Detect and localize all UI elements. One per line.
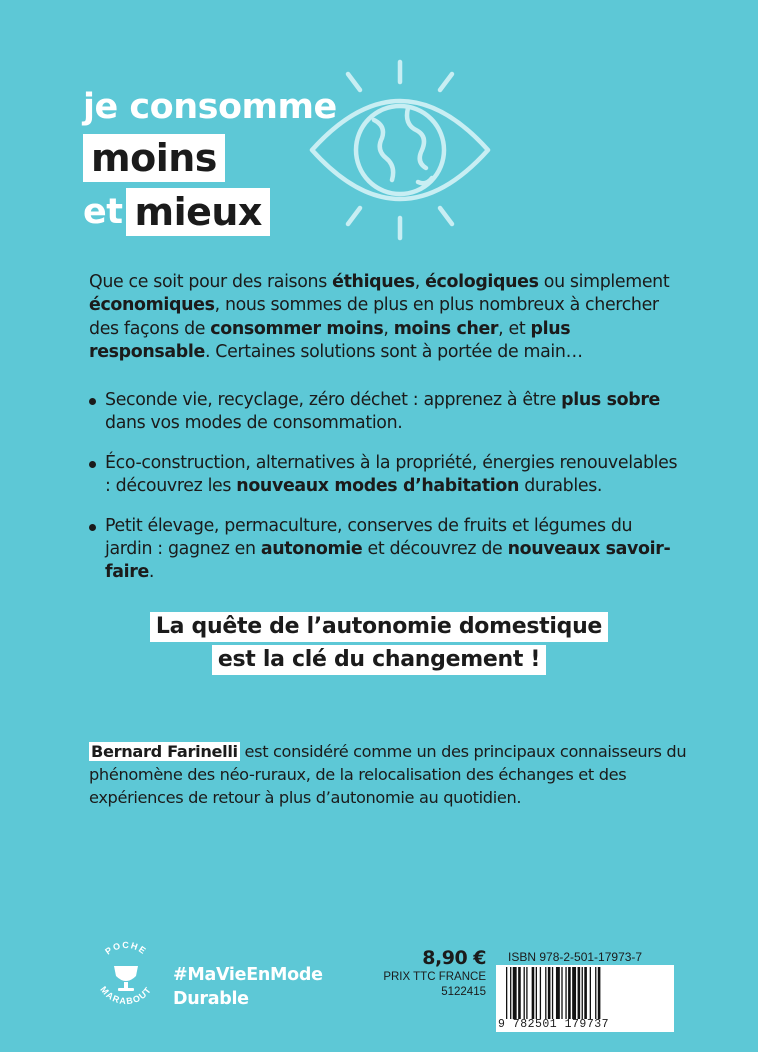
cover-title bbox=[83, 86, 337, 236]
svg-text:POCHE bbox=[103, 940, 149, 957]
barcode-bar bbox=[526, 967, 527, 1019]
intro-paragraph bbox=[89, 271, 683, 365]
barcode-bar bbox=[513, 967, 517, 1019]
author-name: Bernard Farinelli bbox=[91, 742, 238, 761]
barcode-digits: 9 782501 179737 bbox=[498, 1018, 610, 1031]
bullet-text: . bbox=[148, 562, 155, 583]
intro-bold: éthiques bbox=[332, 272, 415, 292]
barcode-bar bbox=[568, 967, 571, 1019]
bullet-bold: nouveaux modes d’habitation bbox=[236, 476, 520, 497]
title-line-1: je consomme bbox=[83, 87, 337, 127]
intro-bold: écologiques bbox=[425, 272, 539, 292]
bullet-text: Éco-construction, alternatives à la propriété, énergies renouvelables : découvrez les bbox=[105, 452, 678, 497]
title-line-2: moins bbox=[83, 134, 225, 182]
barcode-bar bbox=[518, 967, 521, 1019]
barcode-bar bbox=[548, 967, 551, 1019]
author-text: est considéré comme un des principaux connaisseurs du phénomène des néo-ruraux, de la relocalisation des échanges et des expériences de retour à plus d’autonomie au quotidien. bbox=[89, 742, 687, 807]
barcode-bar bbox=[506, 967, 507, 1019]
price-value: 8,90 € bbox=[422, 947, 486, 969]
barcode-bar bbox=[556, 967, 560, 1019]
barcode-bar bbox=[590, 967, 591, 1019]
bullet-text: dans vos modes de consommation. bbox=[105, 413, 403, 434]
intro-text: , bbox=[383, 318, 394, 339]
barcode bbox=[496, 965, 674, 1032]
quote-line-1: La quête de l’autonomie domestique bbox=[150, 612, 608, 642]
title-line-3b: mieux bbox=[126, 188, 269, 236]
list-item bbox=[89, 515, 683, 585]
barcode-bar bbox=[584, 967, 587, 1019]
intro-bold: consommer moins bbox=[210, 318, 384, 339]
intro-text: , bbox=[414, 272, 426, 292]
barcode-bar bbox=[561, 967, 562, 1019]
intro-bold: moins cher bbox=[393, 318, 499, 339]
intro-bold: économiques bbox=[89, 295, 215, 316]
price-label: PRIX TTC FRANCE bbox=[383, 971, 486, 983]
bullet-list bbox=[89, 389, 683, 601]
price-block bbox=[366, 946, 486, 1000]
bullet-text: et découvrez de bbox=[362, 539, 508, 560]
intro-bold: plus responsable bbox=[89, 318, 571, 363]
bullet-bold: autonomie bbox=[260, 539, 363, 560]
intro-text: . Certaines solutions sont à portée de main… bbox=[204, 342, 583, 363]
barcode-bar bbox=[510, 967, 511, 1019]
intro-text: ou simplement bbox=[538, 272, 670, 292]
list-item bbox=[89, 389, 683, 436]
barcode-bar bbox=[524, 967, 525, 1019]
author-bio bbox=[89, 740, 689, 809]
quote-line-2: est la clé du changement ! bbox=[212, 645, 546, 675]
bullet-bold: plus sobre bbox=[561, 390, 660, 410]
barcode-bar bbox=[578, 967, 581, 1019]
hashtag-line-2: Durable bbox=[173, 989, 249, 1009]
barcode-bar bbox=[572, 967, 576, 1019]
isbn-text: ISBN 978-2-501-17973-7 bbox=[508, 950, 643, 964]
barcode-bar bbox=[552, 967, 553, 1019]
intro-text: Que ce soit pour des raisons bbox=[89, 272, 333, 292]
hashtag-line-1: #MaVieEnMode bbox=[173, 965, 323, 985]
barcode-bar bbox=[536, 967, 537, 1019]
bullet-text: durables. bbox=[519, 476, 603, 497]
bullet-bold: nouveaux savoir-faire bbox=[105, 539, 671, 583]
barcode-bar bbox=[565, 967, 566, 1019]
barcode-bar bbox=[598, 967, 601, 1019]
list-item bbox=[89, 452, 683, 499]
barcode-icon bbox=[506, 967, 666, 1019]
logo-bottom-text: MARABOUT bbox=[98, 984, 154, 1007]
barcode-bar bbox=[545, 967, 546, 1019]
hashtag bbox=[173, 963, 323, 1011]
eye-globe-icon bbox=[300, 58, 500, 248]
barcode-bar bbox=[540, 967, 541, 1019]
intro-text: , et bbox=[498, 318, 531, 339]
barcode-bar bbox=[595, 967, 596, 1019]
bullet-text: Petit élevage, permaculture, conserves de fruits et légumes du jardin : gagnez en bbox=[105, 515, 633, 560]
title-line-3 bbox=[83, 188, 337, 236]
highlight-quote bbox=[0, 612, 758, 675]
bullet-text: Seconde vie, recyclage, zéro déchet : apprenez à être bbox=[105, 390, 562, 410]
intro-text: , nous sommes de plus en plus nombreux à chercher des façons de bbox=[89, 295, 659, 339]
barcode-bar bbox=[532, 967, 535, 1019]
title-line-3a: et bbox=[83, 192, 123, 232]
price-code: 5122415 bbox=[441, 986, 486, 998]
logo-top-text: POCHE bbox=[103, 939, 149, 957]
poche-marabout-icon bbox=[90, 938, 162, 1010]
barcode-bar bbox=[582, 967, 583, 1019]
